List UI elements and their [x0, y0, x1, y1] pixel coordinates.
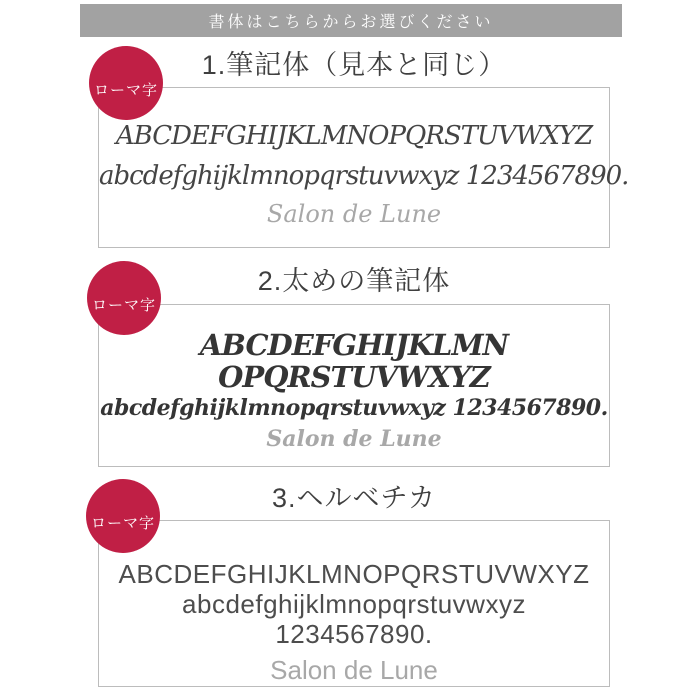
shop-name-sample: Salon de Lune	[270, 655, 438, 685]
numerals-sample: 1234567890.	[275, 619, 433, 649]
alphabet-lowercase-sample: abcdefghijklmnopqrstuvwxyz	[182, 589, 526, 619]
section-1-title: 1.筆記体（見本と同じ）	[201, 50, 507, 80]
romaji-badge-label: ローマ字	[93, 81, 158, 99]
shop-name-sample: Salon de Lune	[266, 200, 442, 228]
romaji-badge	[86, 479, 160, 553]
romaji-badge	[87, 261, 161, 335]
alphabet-lowercase-numerals-sample: abcdefghijklmnopqrstuvwxyz 1234567890.	[100, 395, 608, 421]
sample-box-helvetica	[98, 520, 610, 687]
header-bar	[80, 4, 622, 37]
section-3-title: 3.ヘルベチカ	[272, 483, 436, 513]
romaji-badge-label: ローマ字	[91, 296, 156, 314]
romaji-badge	[89, 46, 163, 120]
alphabet-uppercase-sample-1: ABCDEFGHIJKLMN	[199, 328, 509, 362]
alphabet-lowercase-numerals-sample: abcdefghijklmnopqrstuvwxyz 1234567890.	[99, 161, 629, 191]
sample-box-script	[98, 87, 629, 248]
section-2-title: 2.太めの筆記体	[257, 266, 451, 296]
romaji-badge-label: ローマ字	[90, 514, 155, 532]
alphabet-uppercase-sample-2: OPQRSTUVWXYZ	[218, 360, 490, 394]
shop-name-sample: Salon de Lune	[266, 426, 442, 452]
alphabet-uppercase-sample: ABCDEFGHIJKLMNOPQRSTUVWXYZ	[118, 559, 590, 589]
sample-box-bold-script	[98, 304, 610, 467]
alphabet-uppercase-sample: ABCDEFGHIJKLMNOPQRSTUVWXYZ	[115, 121, 593, 151]
header-title: 書体はこちらからお選びください	[208, 14, 494, 31]
